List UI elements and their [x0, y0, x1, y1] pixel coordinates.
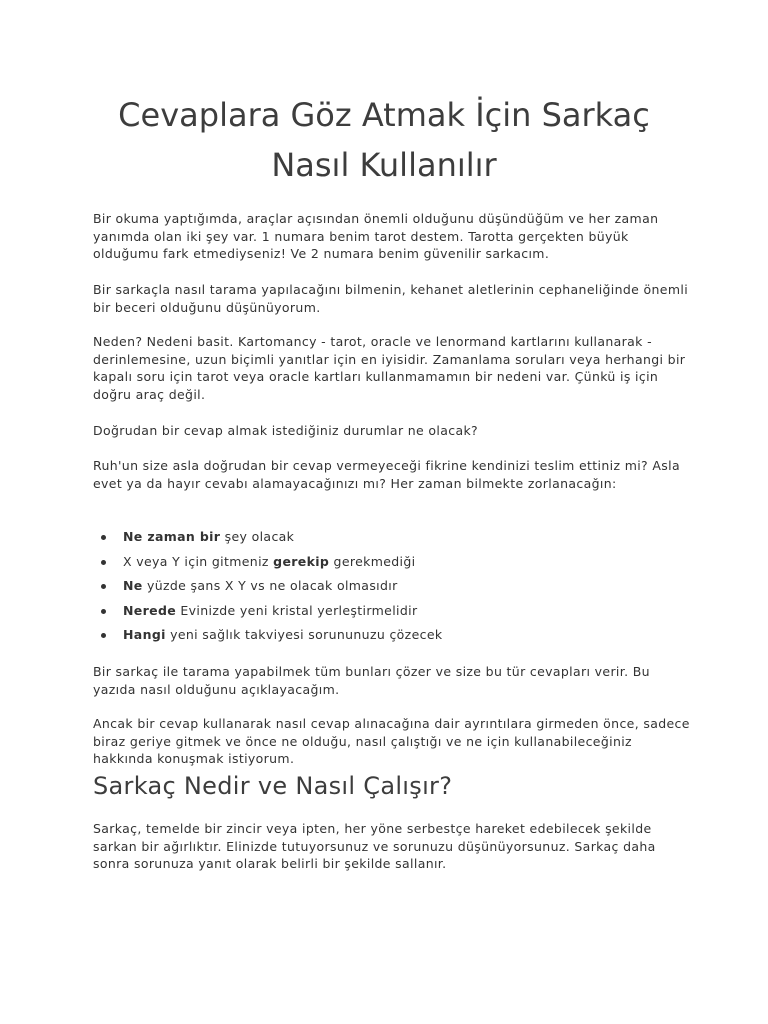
list-item [93, 626, 693, 651]
bullet-icon [101, 633, 106, 638]
bullet-icon [101, 560, 106, 565]
paragraph-3: Neden? Nedeni basit. Kartomancy - tarot, oracle ve lenormand kartlarını kullanarak - derinlemesine, uzun biçimli yanıtlar için en iyisidir. Zamanlama soruları veya herhangi bir kapalı soru için tarot veya oracle kartları kullanmamamın bir nedeni var. Çünkü iş için doğru araç değil. [93, 334, 686, 403]
page-title [84, 90, 684, 190]
list-item-bold: Nerede [123, 602, 177, 618]
section-heading: Sarkaç Nedir ve Nasıl Çalışır? [93, 772, 453, 800]
list-item-text: Evinizde yeni kristal yerleştirmelidir [176, 602, 418, 618]
list-item-bold: Ne [123, 578, 143, 594]
bullet-list [93, 528, 693, 651]
list-item-bold: Ne zaman bir [123, 529, 221, 544]
list-item-bold: gerekip [273, 553, 330, 569]
paragraph-2: Bir sarkaçla nasıl tarama yapılacağını bilmenin, kehanet aletlerinin cephaneliğinde önemli bir beceri olduğunu düşünüyorum. [93, 282, 689, 315]
title-line-1: Cevaplara Göz Atmak İçin Sarkaç [118, 96, 650, 134]
list-item [93, 553, 693, 578]
list-item-text: şey olacak [220, 529, 295, 544]
list-item-text: yüzde şans X Y vs ne olacak olmasıdır [142, 578, 398, 594]
bullet-icon [101, 609, 106, 614]
paragraph-7: Ancak bir cevap kullanarak nasıl cevap alınacağına dair ayrıntılara girmeden önce, sadece biraz geriye gitmek ve önce ne olduğu, nasıl çalıştığı ve ne için kullanabileceğiniz hakkında konuşmak istiyorum. [93, 716, 690, 767]
list-item [93, 577, 693, 602]
list-item-text: X veya Y için gitmeniz [123, 553, 274, 569]
paragraph-5: Ruh'un size asla doğrudan bir cevap vermeyeceği fikrine kendinizi teslim ettiniz mi? Asla evet ya da hayır cevabı alamayacağınızı mı? Her zaman bilmekte zorlanacağın: [93, 458, 680, 491]
list-item [93, 602, 693, 627]
list-item-text: gerekmediği [329, 553, 416, 569]
bullet-icon [101, 535, 106, 540]
bullet-icon [101, 584, 106, 589]
paragraph-4: Doğrudan bir cevap almak istediğiniz durumlar ne olacak? [93, 423, 479, 438]
paragraph-1: Bir okuma yaptığımda, araçlar açısından önemli olduğunu düşündüğüm ve her zaman yanımda olan iki şey var. 1 numara benim tarot destem. Tarotta gerçekten büyük olduğumu fark etmediyseniz! Ve 2 numara benim güvenilir sarkacım. [93, 211, 659, 262]
list-item [93, 528, 693, 553]
paragraph-6: Bir sarkaç ile tarama yapabilmek tüm bunları çözer ve size bu tür cevapları verir. Bu yazıda nasıl olduğunu açıklayacağım. [93, 664, 650, 697]
list-item-text: yeni sağlık takviyesi sorununuzu çözecek [165, 627, 443, 643]
list-item-bold: Hangi [123, 627, 166, 643]
title-line-2: Nasıl Kullanılır [271, 146, 497, 184]
paragraph-8: Sarkaç, temelde bir zincir veya ipten, her yöne serbestçe hareket edebilecek şekilde sarkan bir ağırlıktır. Elinizde tutuyorsunuz ve sorunuzu düşünüyorsunuz. Sarkaç daha sonra sorunuza yanıt olarak belirli bir şekilde sallanır. [93, 821, 656, 872]
